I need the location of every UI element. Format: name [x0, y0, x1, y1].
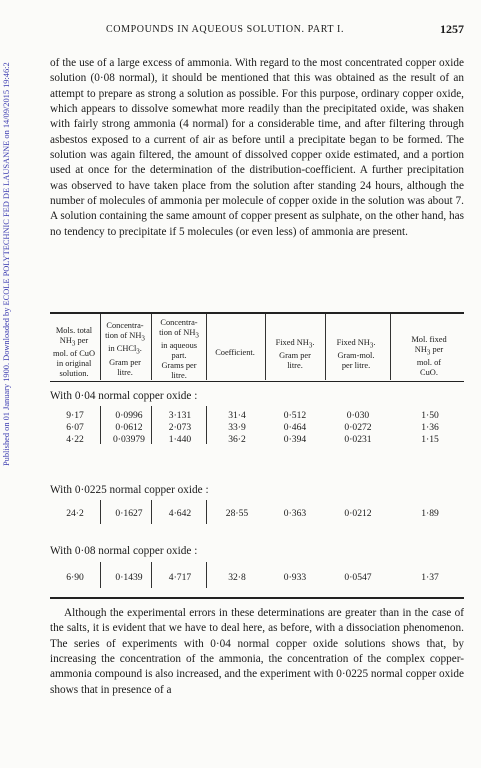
download-watermark: Published on 01 January 1900. Downloaded by ECOLE POLYTECHNIC FED DE LAUSANNE on 14/09/2015 19:46:2 — [2, 62, 11, 466]
table-cell: 36·2 — [228, 434, 246, 445]
table-cell: 2·073 — [168, 422, 192, 433]
table-cell: 28·55 — [225, 508, 249, 519]
table-cell: 0·464 — [283, 422, 307, 433]
running-title: COMPOUNDS IN AQUEOUS SOLUTION. PART I. — [106, 24, 345, 35]
group-title: With 0·0225 normal copper oxide : — [50, 484, 209, 496]
table-cell: 0·1439 — [115, 572, 143, 583]
table-cell: 0·0996 — [115, 410, 143, 421]
table-cell: 4·22 — [66, 434, 84, 445]
paragraph-intro: of the use of a large excess of ammonia. With regard to the most concentrated copper oxide solution (0·08 normal), it should be mentioned that this was obtained as the result of an attempt to prepare as strong a solution as possible. For this purpose, ordinary copper oxide, which appears to dissolve somewhat more readily than the precipitated oxide, was shaken with fairly strong ammonia (4 normal) for a considerable time, and after filtering through asbestos exposed to a current of air as before until a precipitate began to be formed. The solution was again filtered, the amount of dissolved copper oxide estimated, and a portion used at once for the determination of the distribution-coefficient. A further precipitation was observed to have taken place from the solution after standing 24 hours, although the number of molecules of ammonia per molecule of copper oxide in the solution was about 7. A solution containing the same amount of copper present as sulphate, on the other hand, has no tendency to precipitate if 5 molecules (or even less) of ammonia are present. — [50, 57, 464, 238]
table-cell: 0·512 — [283, 410, 307, 421]
table-cell: 1·15 — [421, 434, 439, 445]
table-cell: 1·50 — [421, 410, 439, 421]
table-cell: 6·07 — [66, 422, 84, 433]
table-cell: 0·0231 — [344, 434, 372, 445]
col-head-1: Mols. total $NH_3$ per mol. of CuO in original solution. — [52, 326, 96, 378]
paragraph-discussion: Although the experimental errors in these determinations are greater than in the case of the salts, it is evident that we have to deal here, as before, with a dissociation phenomenon. The series of experiments with 0·04 normal copper oxide solutions shows that, by increasing the concentration of the ammonia, the concentration of the complex copper-ammonia compound is also increased, and the experiment with 0·0225 normal copper oxide shows that in presence of a — [50, 607, 464, 696]
table-cell: 0·0272 — [344, 422, 372, 433]
head-divider — [265, 314, 266, 380]
table-cell: 4·717 — [168, 572, 192, 583]
table-cell: 6·90 — [66, 572, 84, 583]
table-top-rule — [50, 312, 464, 314]
head-divider — [325, 314, 326, 380]
table-cell: 31·4 — [228, 410, 246, 421]
table-cell: 0·1627 — [115, 508, 143, 519]
table-cell: 0·03979 — [113, 434, 145, 445]
table-cell: 0·363 — [283, 508, 307, 519]
table-cell: 24·2 — [66, 508, 84, 519]
col-head-3: Concentra- tion of $NH_3$ in aqueous part. Grams per litre. — [159, 318, 199, 380]
table-cell: 4·642 — [168, 508, 192, 519]
table-cell: 0·0612 — [115, 422, 143, 433]
table-cell: 1·89 — [421, 508, 439, 519]
head-divider — [151, 314, 152, 380]
table-cell: 0·0547 — [344, 572, 372, 583]
table-cell: 0·394 — [283, 434, 307, 445]
table-cell: 3·131 — [168, 410, 192, 421]
head-divider — [390, 314, 391, 380]
col-head-5: Fixed $NH_3$. Gram per litre. — [275, 338, 315, 371]
table-cell: 1·36 — [421, 422, 439, 433]
table-cell: 33·9 — [228, 422, 246, 433]
col-head-4: Coefficient. — [215, 348, 255, 357]
table-cell: 0·933 — [283, 572, 307, 583]
group-title: With 0·08 normal copper oxide : — [50, 545, 198, 557]
group-title: With 0·04 normal copper oxide : — [50, 390, 198, 402]
table-cell: 1·440 — [168, 434, 192, 445]
table-cell: 0·0212 — [344, 508, 372, 519]
table-cell: 1·37 — [421, 572, 439, 583]
head-divider — [206, 314, 207, 380]
table-cell: 9·17 — [66, 410, 84, 421]
page-number: 1257 — [440, 22, 464, 36]
table-bottom-rule — [50, 597, 464, 599]
head-divider — [100, 314, 101, 380]
col-head-2: Concentra- tion of $NH_3$ in CHCl$_3$. Gram per litre. — [105, 321, 145, 377]
col-head-6: Fixed $NH_3$. Gram-mol. per litre. — [336, 338, 376, 371]
table-cell: 32·8 — [228, 572, 246, 583]
col-head-7: Mol. fixed $NH_3$ per mol. of CuO. — [411, 335, 447, 378]
table-cell: 0·030 — [346, 410, 370, 421]
table-header-rule — [50, 381, 464, 382]
